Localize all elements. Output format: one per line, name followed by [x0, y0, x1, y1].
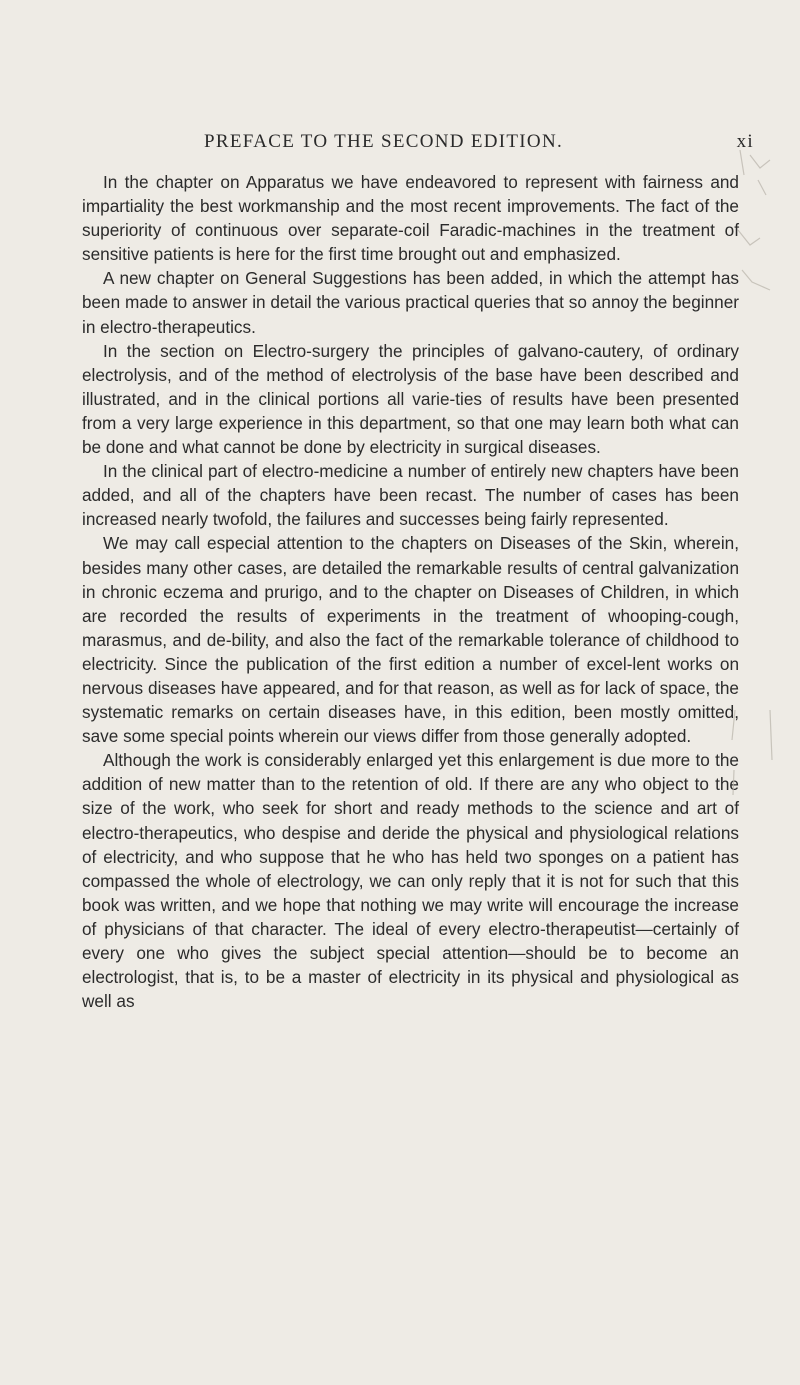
margin-pencil-marks	[730, 150, 800, 850]
paragraph-electro-medicine: In the clinical part of electro-medicine a number of entirely new chapters have been added, and all of the chapters have been recast. The number of cases has been increased nearly twofold, the failures and successes being fairly represented.	[82, 461, 739, 530]
paragraph-diseases: We may call especial attention to the chapters on Diseases of the Skin, wherein, besides many other cases, are detailed the remarkable results of central galvanization in chronic eczema and prurigo, and to the chapter on Diseases of Children, in which are recorded the results of experiments in the treatment of whooping-cough, marasmus, and de-bility, and also the fact of the remarkable tolerance of childhood to electricity. Since the publication of the first edition a number of excel-lent works on nervous diseases have appeared, and for that reason, as well as for lack of space, the systematic remarks on certain diseases have, in this edition, been mostly omitted, save some special points wherein our views differ from those generally adopted.	[82, 533, 739, 747]
running-title: PREFACE TO THE SECOND EDITION.	[204, 131, 564, 152]
paragraph-apparatus: In the chapter on Apparatus we have endeavored to represent with fairness and impartiality the best workmanship and the most recent improvements. The fact of the superiority of continuous over separate-coil Faradic-machines in the treatment of sensitive patients is here for the first time brought out and emphasized.	[82, 172, 739, 265]
paragraph-enlargement: Although the work is considerably enlarged yet this enlargement is due more to the addition of new matter than to the retention of old. If there are any who object to the size of the work, who seek for short and ready methods to the science and art of electro-therapeutics, who despise and deride the physical and physiological relations of electricity, and who suppose that he who has held two sponges on a patient has compassed the whole of electrology, we can only reply that it is not for such that this book was written, and we hope that nothing we may write will encourage the increase of physicians of that character. The ideal of every electro-therapeutist—certainly of every one who gives the subject special attention—should be to become an electrologist, that is, to be a master of electricity in its physical and physiological as well as	[82, 750, 739, 1012]
page-number: xi	[736, 131, 754, 152]
paragraph-electro-surgery: In the section on Electro-surgery the principles of galvano-cautery, of ordinary electrolysis, and of the method of electrolysis of the base have been described and illustrated, and in the clinical portions all varie-ties of results have been presented from a very large experience in this department, so that one may learn both what can be done and what cannot be done by electricity in surgical diseases.	[82, 340, 739, 458]
body-text	[82, 170, 739, 1013]
paragraph-general-suggestions: A new chapter on General Suggestions has been added, in which the attempt has been made to answer in detail the various practical queries that so annoy the beginner in electro-therapeutics.	[82, 268, 739, 337]
